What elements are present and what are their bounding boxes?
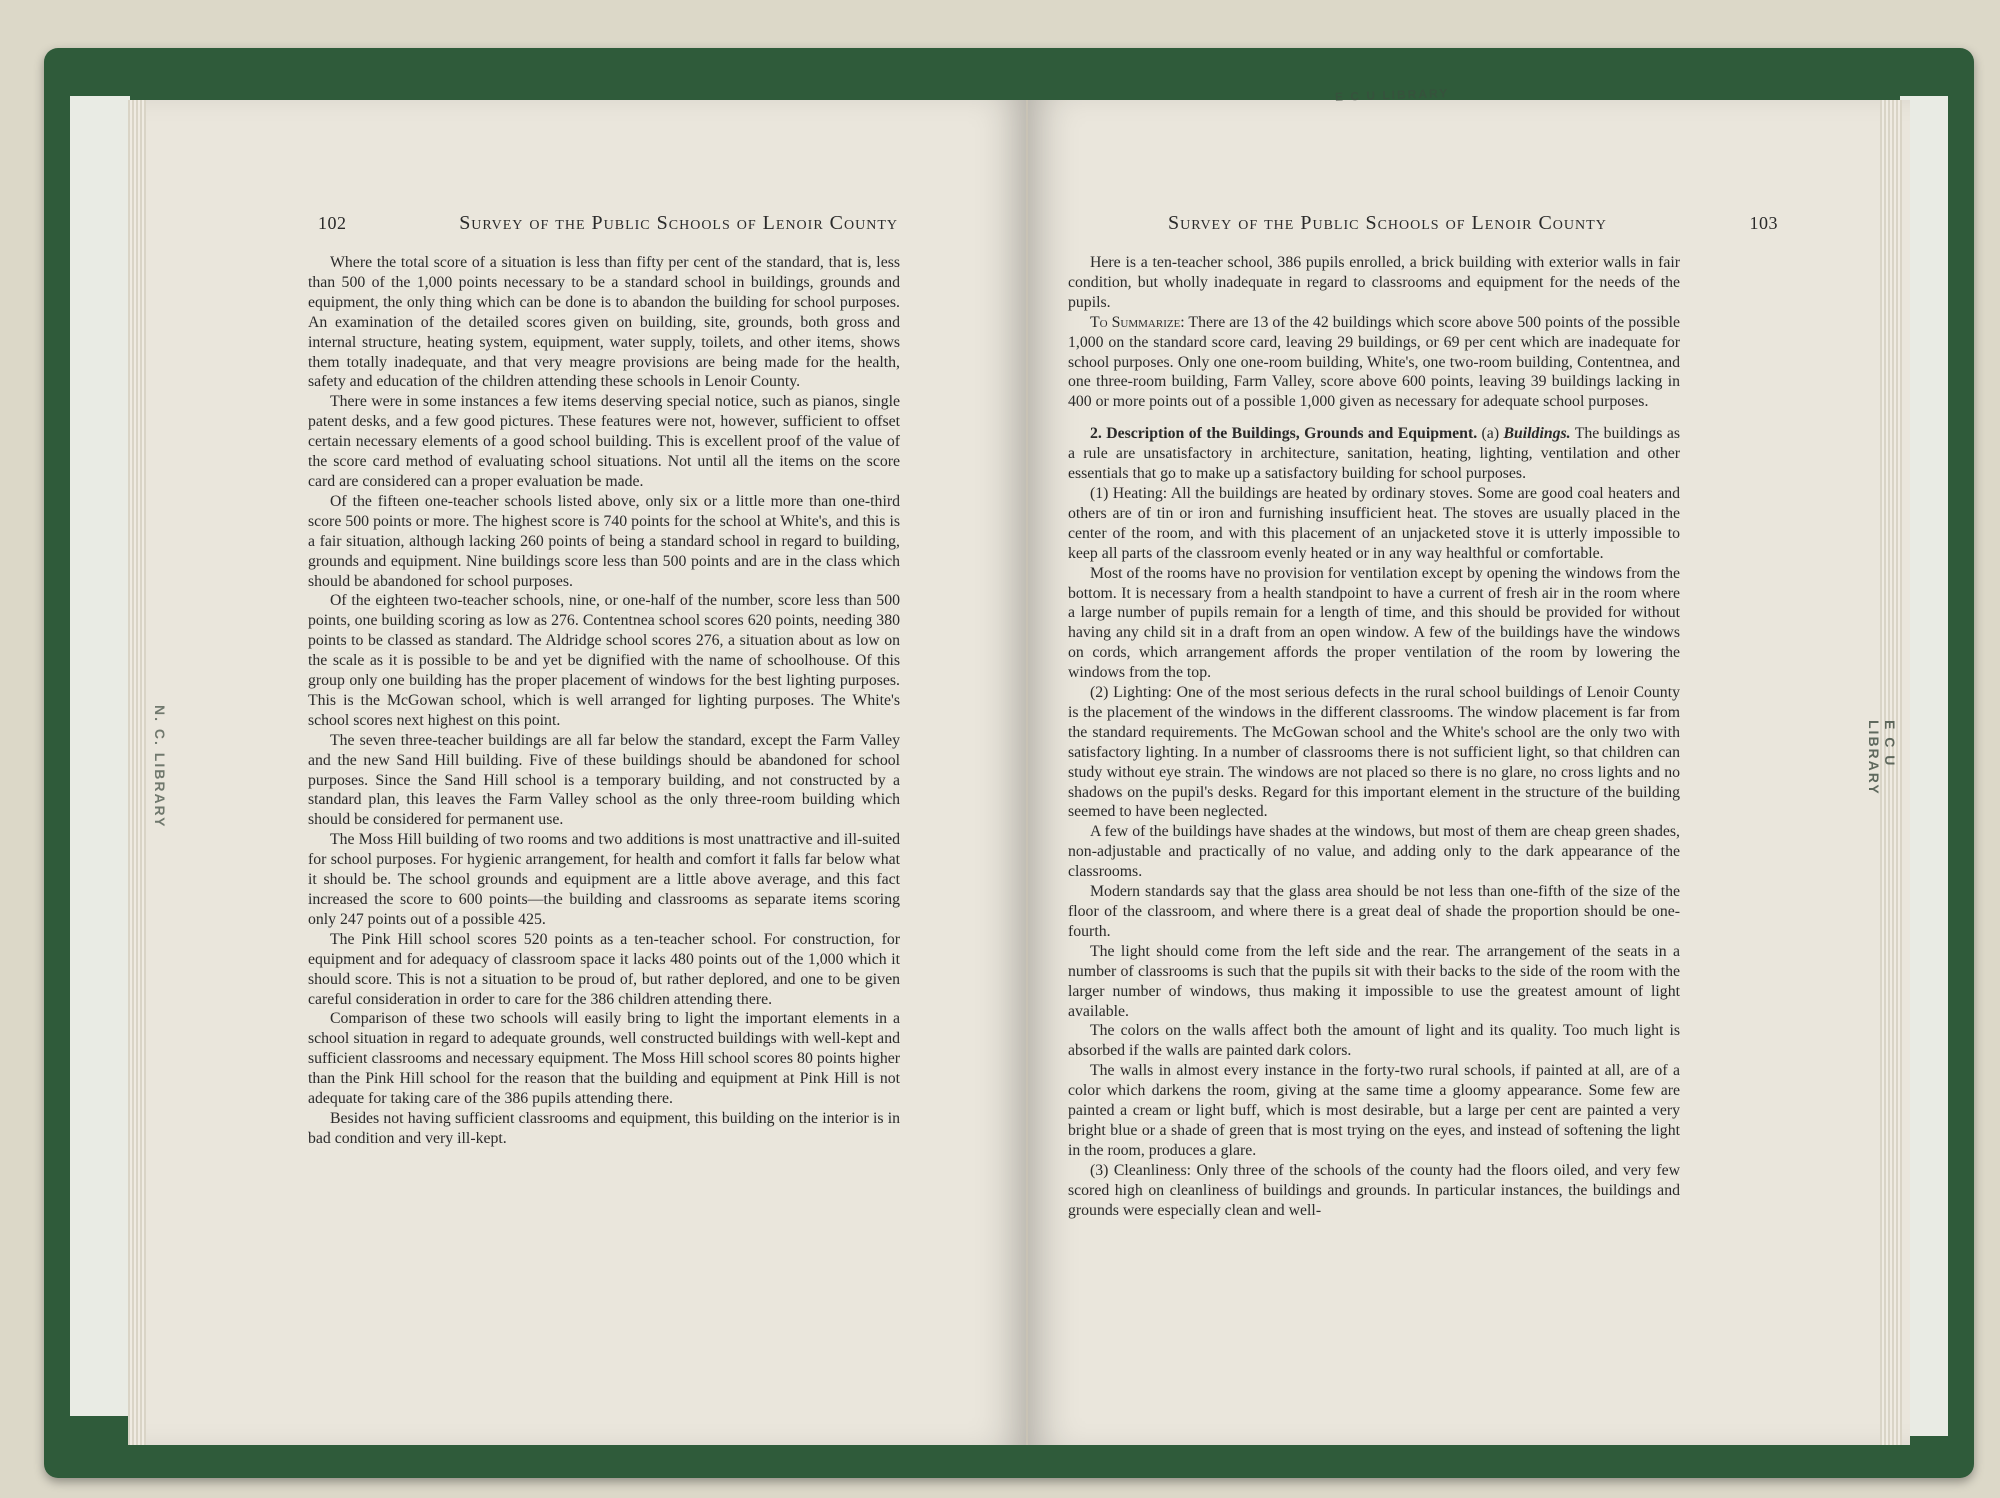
paragraph: The Moss Hill building of two rooms and two additions is most unattractive and ill-suited for school purposes. For hygienic arrangement, for health and comfort it falls far below what it should be. The school grounds and equipment are a little above average, and this fact increased the score to 600 points—the building and classrooms as separate items scoring only 247 points out of a possible 425. <box>308 831 900 928</box>
section-sub-label: (a) <box>1477 425 1504 443</box>
paragraph: (2) Lighting: One of the most serious defects in the rural school buildings of Lenoir County is the placement of the windows in the different classrooms. The window placement is far from the standard requirements. The McGowan school and the White's school are the only two with satisfactory lighting. In a number of classrooms there is not sufficient light, so that children can study without eye strain. The windows are not placed so there is no glare, no cross lights and no shadows on the pupil's desks. Regard for this important element in the structure of the building seemed to have been neglected. <box>1068 684 1680 821</box>
paragraph: Besides not having sufficient classrooms and equipment, this building on the interior is in bad condition and very ill-kept. <box>308 1109 900 1147</box>
section-sub-italic: Buildings. <box>1503 425 1571 443</box>
section-heading: 2. Description of the Buildings, Grounds and Equipment. <box>1090 425 1478 443</box>
left-page-edge <box>128 100 146 1445</box>
left-page-body <box>308 253 900 1149</box>
right-page-header <box>1168 212 1778 235</box>
paragraph: The walls in almost every instance in the forty-two rural schools, if painted at all, are of a color which darkens the room, giving at the same time a gloomy appearance. Some few are painted a cream or light buff, which is most desirable, but a large per cent are painted a very bright blue or a shade of green that is most trying on the eyes, and instead of softening the light in the room, produces a glare. <box>1068 1062 1680 1159</box>
paragraph: Most of the rooms have no provision for ventilation except by opening the windows from the bottom. It is necessary from a health standpoint to have a current of fresh air in the room where a large number of pupils remain for a length of time, and this should be provided for without having any child sit in a draft from an open window. A few of the buildings have the windows on cords, which arrangement affords the proper ventilation of the room by lowering the windows from the top. <box>1068 564 1680 682</box>
summarize-text: There are 13 of the 42 buildings which score above 500 points of the possible 1,000 on the standard score card, leaving 29 buildings, or 69 per cent which are inadequate for school purposes. Only one one-room building, White's, one two-room building, Contentnea, and one three-room building, Farm Valley, score above 600 points, leaving 39 buildings lacking in 400 or more points out of a possible 1,000 given as necessary for adequate school purposes. <box>1068 313 1680 411</box>
paragraph: There were in some instances a few items deserving special notice, such as pianos, single patent desks, and a few good pictures. These features were not, however, sufficient to offset certain necessary elements of a good school building. This is excellent proof of the value of the score card method of evaluating school situations. Not until all the items on the score card are considered can a proper evaluation be made. <box>308 393 900 490</box>
paragraph: The light should come from the left side and the rear. The arrangement of the seats in a number of classrooms is such that the pupils sit with their backs to the side of the room with the larger number of windows, thus making it impossible to use the greatest amount of light available. <box>1068 942 1680 1020</box>
paragraph: The seven three-teacher buildings are all far below the standard, except the Farm Valley and the new Sand Hill building. Five of these buildings should be abandoned for school purposes. Since the Sand Hill school is a temporary building, and not constructed by a standard plan, this leaves the Farm Valley school as the only three-room building which should be considered for permanent use. <box>308 731 900 829</box>
library-stamp-right: E C U LIBRARY <box>1866 720 1898 796</box>
left-page <box>128 100 1028 1445</box>
left-page-header <box>318 212 898 235</box>
summary-paragraph <box>1068 313 1680 413</box>
section-text: The buildings as a rule are unsatisfactory in architecture, sanitation, heating, lighting, ventilation and other essentials that go to make up a satisfactory building for school purposes. <box>1068 425 1680 483</box>
page-number: 102 <box>318 213 347 233</box>
cover-inner-left <box>70 96 130 1416</box>
paragraph: Of the fifteen one-teacher schools listed above, only six or a little more than one-third score 500 points or more. The highest score is 740 points for the school at White's, and this is a fair situation, although lacking 260 points of being a standard school in regard to building, grounds and equipment. Nine buildings score less than 500 points and are in the class which should be abandoned for school purposes. <box>308 492 900 590</box>
summarize-lead: To Summarize: <box>1090 313 1185 331</box>
paragraph: (3) Cleanliness: Only three of the schools of the county had the floors oiled, and very few scored high on cleanliness of buildings and grounds. In particular instances, the buildings and grounds were especially clean and well- <box>1068 1161 1680 1219</box>
paragraph: Here is a ten-teacher school, 386 pupils enrolled, a brick building with exterior walls in fair condition, but wholly inadequate in regard to classrooms and equipment for the needs of the pupils. <box>1068 254 1680 311</box>
section-paragraph <box>1068 424 1680 484</box>
paragraph: The colors on the walls affect both the amount of light and its quality. Too much light is absorbed if the walls are painted dark colors. <box>1068 1022 1680 1060</box>
paragraph: Modern standards say that the glass area should be not less than one-fifth of the size of the floor of the classroom, and where there is a great deal of shade the proportion should be one-fourth. <box>1068 883 1680 940</box>
paragraph: Where the total score of a situation is less than fifty per cent of the standard, that is, less than 500 of the 1,000 points necessary to be a standard school in buildings, grounds and equipment, the only thing which can be done is to abandon the building for school purposes. An examination of the detailed scores given on building, site, grounds, both gross and internal structure, heating system, equipment, water supply, toilets, and other items, shows them totally inadequate, and that very meagre provisions are being made for the health, safety and education of the children attending these schools in Lenoir County. <box>308 254 900 391</box>
running-title: Survey of the Public Schools of Lenoir County <box>459 212 898 234</box>
right-page-body <box>1068 253 1680 1221</box>
library-stamp-top: E C U LIBRARY <box>1334 86 1450 104</box>
right-page <box>1028 100 1910 1445</box>
running-title: Survey of the Public Schools of Lenoir County <box>1168 212 1607 234</box>
page-number: 103 <box>1749 213 1778 233</box>
paragraph: A few of the buildings have shades at the windows, but most of them are cheap green shades, non-adjustable and practically of no value, and adding only to the dark appearance of the classrooms. <box>1068 823 1680 881</box>
paragraph: (1) Heating: All the buildings are heated by ordinary stoves. Some are good coal heaters and others are of tin or iron and furnishing insufficient heat. The stoves are usually placed in the center of the room, and with this placement of an unjacketed stove it is utterly impossible to keep all parts of the classroom evenly heated or in any way healthful or comfortable. <box>1068 484 1680 562</box>
paragraph: Of the eighteen two-teacher schools, nine, or one-half of the number, score less than 500 points, one building scoring as low as 276. Contentnea school scores 620 points, needing 380 points to be classed as standard. The Aldridge school scores 276, a situation about as low on the scale as it is possible to be and yet be dignified with the name of schoolhouse. Of this group only one building has the proper placement of windows for the best lighting purposes. This is the McGowan school, which is well arranged for lighting purposes. The White's school scores next highest on this point. <box>308 592 900 729</box>
paragraph: The Pink Hill school scores 520 points as a ten-teacher school. For construction, for equipment and for adequacy of classroom space it lacks 480 points out of the 1,000 which it should score. This is not a situation to be proud of, but rather deplored, and one to be given careful consideration in order to care for the 386 children attending there. <box>308 930 900 1008</box>
library-stamp-left: N. C. LIBRARY <box>152 705 168 829</box>
paragraph: Comparison of these two schools will easily bring to light the important elements in a school situation in regard to adequate grounds, well constructed buildings with well-kept and sufficient classrooms and necessary equipment. The Moss Hill school scores 80 points higher than the Pink Hill school for the reason that the building and equipment at Pink Hill is not adequate for taking care of the 386 pupils attending there. <box>308 1010 900 1108</box>
